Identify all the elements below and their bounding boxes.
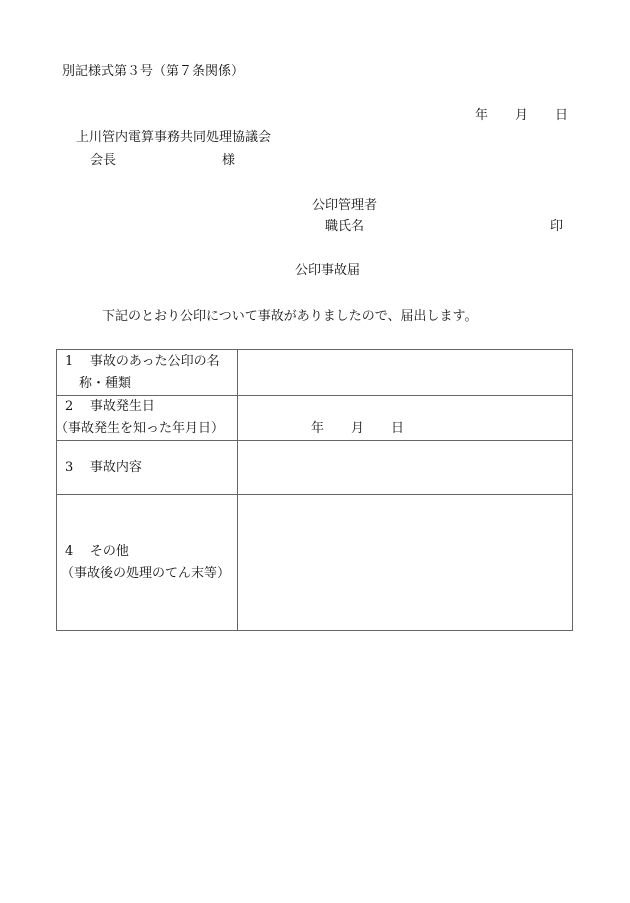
applicant-role: 公印管理者 bbox=[312, 198, 378, 213]
accident-date-field[interactable]: 年 月 日 bbox=[238, 396, 573, 441]
row-label: 2 事故発生日 （事故発生を知った年月日） bbox=[57, 396, 238, 441]
row-value-field[interactable] bbox=[238, 350, 573, 396]
addressee-honorific: 様 bbox=[222, 153, 236, 168]
date-year: 年 bbox=[475, 108, 489, 123]
date-month: 月 bbox=[515, 108, 529, 123]
table-row bbox=[57, 350, 573, 396]
applicant-name-label: 職氏名 bbox=[325, 219, 365, 234]
addressee-org: 上川管内電算事務共同処理協議会 bbox=[76, 130, 272, 145]
row-label: 4 その他 （事故後の処理のてん末等） bbox=[57, 495, 238, 631]
form-label: 別記様式第３号（第７条関係） bbox=[62, 64, 245, 79]
table-row bbox=[57, 396, 573, 441]
row-value-field[interactable] bbox=[238, 441, 573, 495]
addressee-title: 会長 bbox=[90, 153, 117, 168]
seal-mark: 印 bbox=[550, 219, 564, 234]
row-label: 1 事故のあった公印の名 称・種類 bbox=[57, 350, 238, 396]
document-title: 公印事故届 bbox=[295, 263, 361, 278]
intro-text: 下記のとおり公印について事故がありましたので、届出します。 bbox=[102, 309, 478, 324]
row-value-field[interactable] bbox=[238, 495, 573, 631]
row-label: 3 事故内容 bbox=[57, 441, 238, 495]
table-row bbox=[57, 495, 573, 631]
table-row bbox=[57, 441, 573, 495]
form-table bbox=[56, 349, 573, 631]
date-day: 日 bbox=[555, 108, 569, 123]
